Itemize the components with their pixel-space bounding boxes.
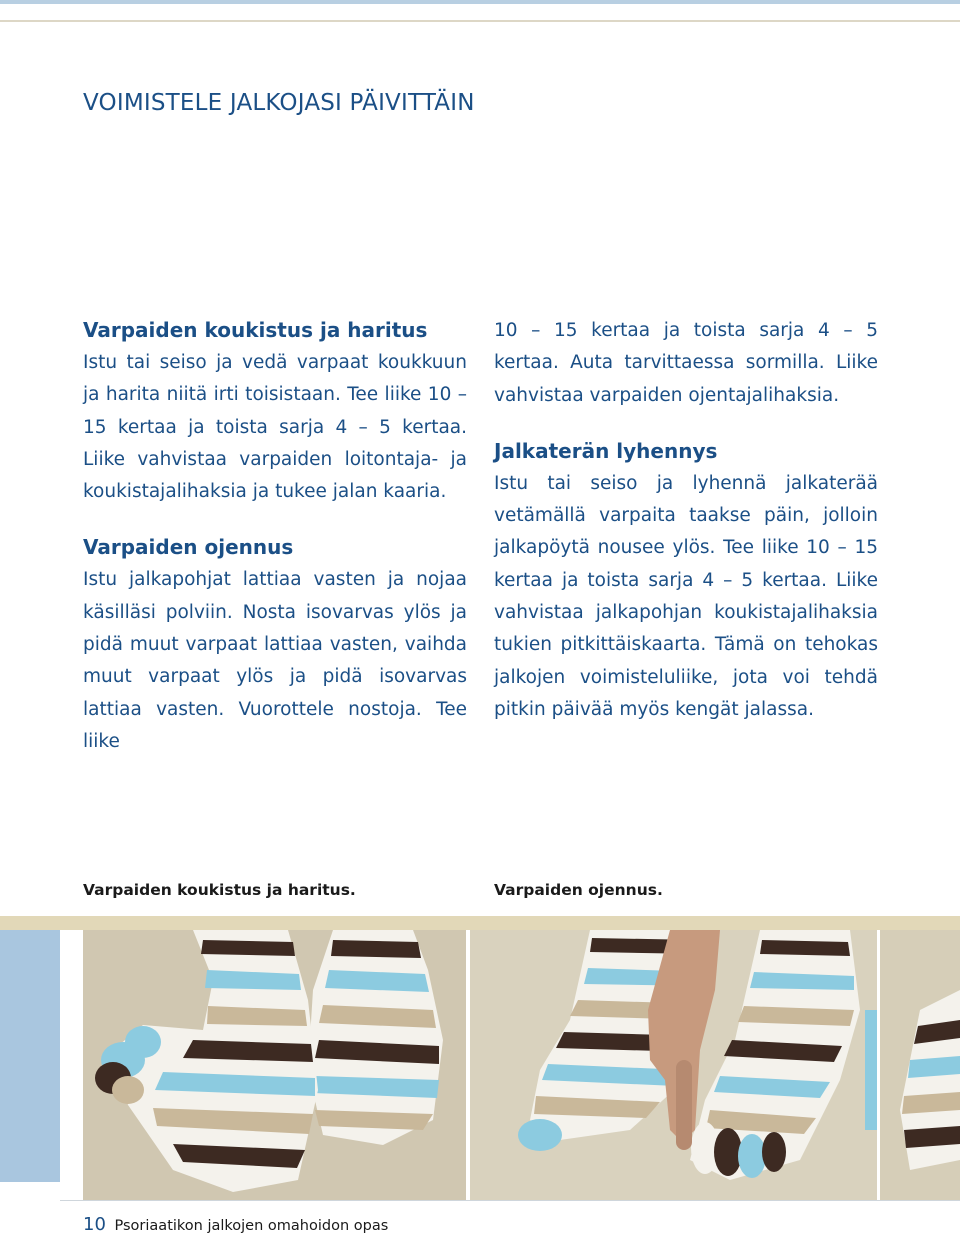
section-text-toe-curl: Istu tai seiso ja vedä varpaat koukkuun ja harita niitä irti toisistaan. Tee liike 10 – 15 kertaa ja toista sarja 4 – 5 kertaa. Liike vahvistaa varpaiden loitontaja- ja koukistajalihaksia ja tukee jalan kaaria. [83,352,467,503]
section-gap [83,508,467,532]
caption-left: Varpaiden koukistus ja haritus. [83,881,356,899]
top-rule [0,0,960,4]
photo-edge [880,930,960,1200]
section-gap [494,412,878,436]
publication-title: Psoriaatikon jalkojen omahoidon opas [114,1218,389,1234]
left-column [83,315,467,758]
section-heading-toe-curl: Varpaiden koukistus ja haritus [83,318,428,342]
section-heading-foot-shortening: Jalkaterän lyhennys [494,438,718,463]
caption-right: Varpaiden ojennus. [494,881,663,899]
top-rule-secondary [0,20,960,22]
striped-toe-socks-photo-curled [83,930,466,1200]
photo-toe-extension [470,930,877,1200]
accent-band [0,916,960,930]
page-footer [83,1214,388,1235]
right-column [494,315,878,726]
striped-toe-sock-edge-photo [880,930,960,1200]
section-heading-toe-extension: Varpaiden ojennus [83,535,294,560]
footer-rule [60,1200,960,1201]
section-text-toe-extension: Istu jalkapohjat lattiaa vasten ja nojaa käsilläsi polviin. Nosta isovarvas ylös ja pidä muut varpaat lattiaa vasten, vaihda muut varpaat ylös ja pidä isovarvas lattiaa vasten. Vuorottele nostoja. Tee liike [83,569,467,752]
striped-toe-socks-photo-extension [470,930,877,1200]
side-accent-bar [0,930,60,1182]
photo-toe-curl [83,930,466,1200]
section-text-foot-shortening: Istu tai seiso ja lyhennä jalkaterää vetämällä varpaita taakse päin, jolloin jalkapöytä nousee ylös. Tee liike 10 – 15 kertaa ja toista sarja 4 – 5 kertaa. Liike vahvistaa jalkapohjan koukistajalihaksia tukien pitkittäiskaarta. Tämä on tehokas jalkojen voimisteluliike, jota voi tehdä pitkin päivää myös kengät jalassa. [494,472,878,720]
page-title: VOIMISTELE JALKOJASI PÄIVITTÄIN [83,90,475,116]
page-number: 10 [83,1214,106,1235]
section-text-continued: 10 – 15 kertaa ja toista sarja 4 – 5 kertaa. Auta tarvittaessa sormilla. Liike vahvistaa varpaiden ojentajalihaksia. [494,320,878,406]
